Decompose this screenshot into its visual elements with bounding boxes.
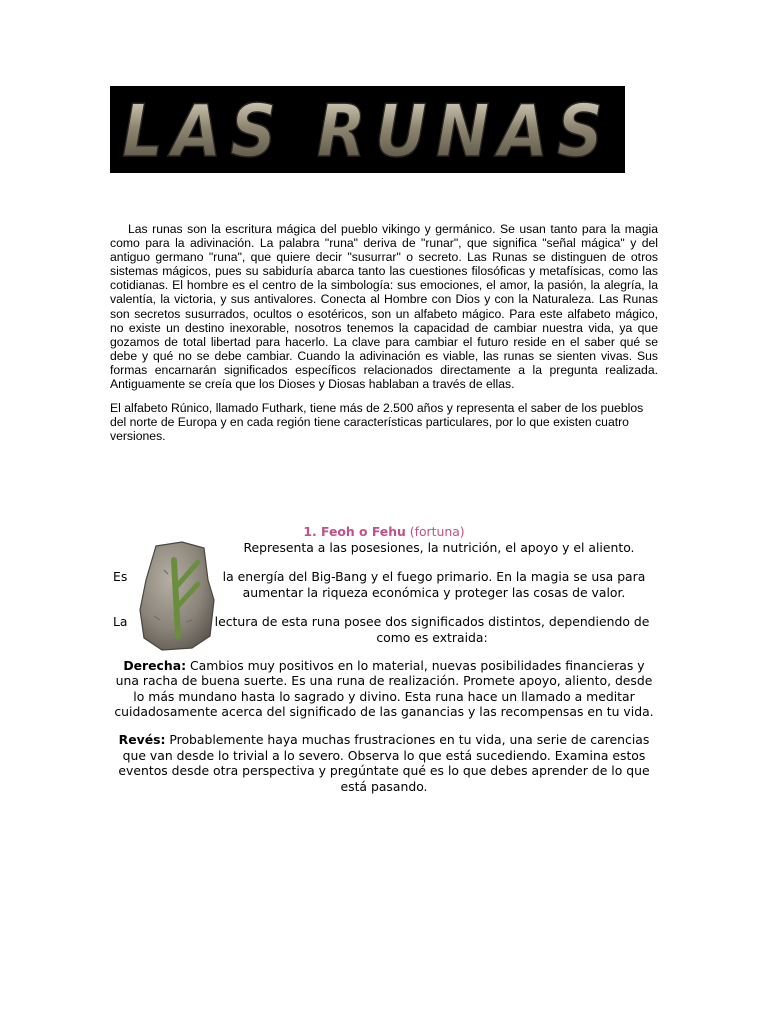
rune-line-1: Representa a las posesiones, la nutrición, el apoyo y el aliento. bbox=[243, 539, 635, 555]
reves-label: Revés: bbox=[118, 731, 166, 747]
derecha-label: Derecha: bbox=[123, 657, 187, 673]
banner-graphic bbox=[110, 86, 625, 173]
rune-feoh-section bbox=[110, 524, 658, 794]
rune-name: 1. Feoh o Fehu bbox=[303, 524, 406, 539]
rune-meaning: (fortuna) bbox=[405, 524, 465, 539]
intro-text bbox=[110, 222, 658, 443]
rune-title bbox=[110, 524, 658, 540]
title-banner bbox=[110, 86, 625, 173]
rune-line-2-rest: la energía del Big-Bang y el fuego primario. En la magia se usa para aumentar la riqueza económica y proteger las cosas de valor. bbox=[222, 569, 646, 600]
reves-text: Probablemente haya muchas frustraciones en tu vida, una serie de carencias que van desde lo trivial a lo severo. Observa lo que está sucediendo. Examina estos eventos desde otra perspectiva y pregúntate qué es lo que debes aprender de lo que está pasando. bbox=[118, 731, 650, 794]
derecha-text: Cambios muy positivos en lo material, nuevas posibilidades financieras y una racha de buena suerte. Es una runa de realización. Promete apoyo, aliento, desde lo más mundano hasta lo sagrado y divino. Esta runa hace un llamado a meditar cuidadosamente acerca del significado de las ganancias y las recompensas en tu vida. bbox=[114, 657, 654, 720]
rune-reves bbox=[110, 732, 658, 794]
rune-line-3-rest: lectura de esta runa posee dos significados distintos, dependiendo de como es extraida: bbox=[214, 614, 650, 645]
rune-line-2 bbox=[110, 569, 658, 600]
rune-line-3-start: La bbox=[113, 614, 128, 630]
banner-title: LAS RUNAS bbox=[122, 89, 612, 173]
intro-paragraph-2: El alfabeto Rúnico, llamado Futhark, tiene más de 2.500 años y representa el saber de los pueblos del norte de Europa y en cada región tiene características particulares, por lo que existen cuatro versiones. bbox=[110, 401, 644, 444]
intro-paragraph-1: Las runas son la escritura mágica del pueblo vikingo y germánico. Se usan tanto para la magia como para la adivinación. La palabra "runa" deriva de "runar", que significa "señal mágica" y del antiguo germano "runa", que quiere decir "susurrar" o secreto. Las Runas se distinguen de otros sistemas mágicos, pues su sabiduría abarca tanto las cuestiones filosóficas y metafísicas, como las cotidianas. El hombre es el centro de la simbología: sus emociones, el amor, la pasión, la alegría, la valentía, la victoria, y sus antivalores. Conecta al Hombre con Dios y con la Naturaleza. Las Runas son secretos susurrados, ocultos o esotéricos, son un alfabeto mágico. Para este alfabeto mágico, no existe un destino inexorable, nosotros tenemos la capacidad de cambiar nuestra vida, ya que gozamos de total libertad para hacerlo. La clave para cambiar el futuro reside en el saber qué se debe y qué no se debe cambiar. Cuando la adivinación es viable, las runas se sienten vivas. Sus formas encarnarán significados específicos relacionados directamente a la pregunta realizada. Antiguamente se creía que los Dioses y Diosas hablaban a través de ellas. bbox=[110, 222, 658, 392]
rune-derecha bbox=[110, 658, 658, 720]
rune-line-3 bbox=[110, 614, 658, 645]
rune-line-2-start: Es bbox=[113, 569, 128, 585]
